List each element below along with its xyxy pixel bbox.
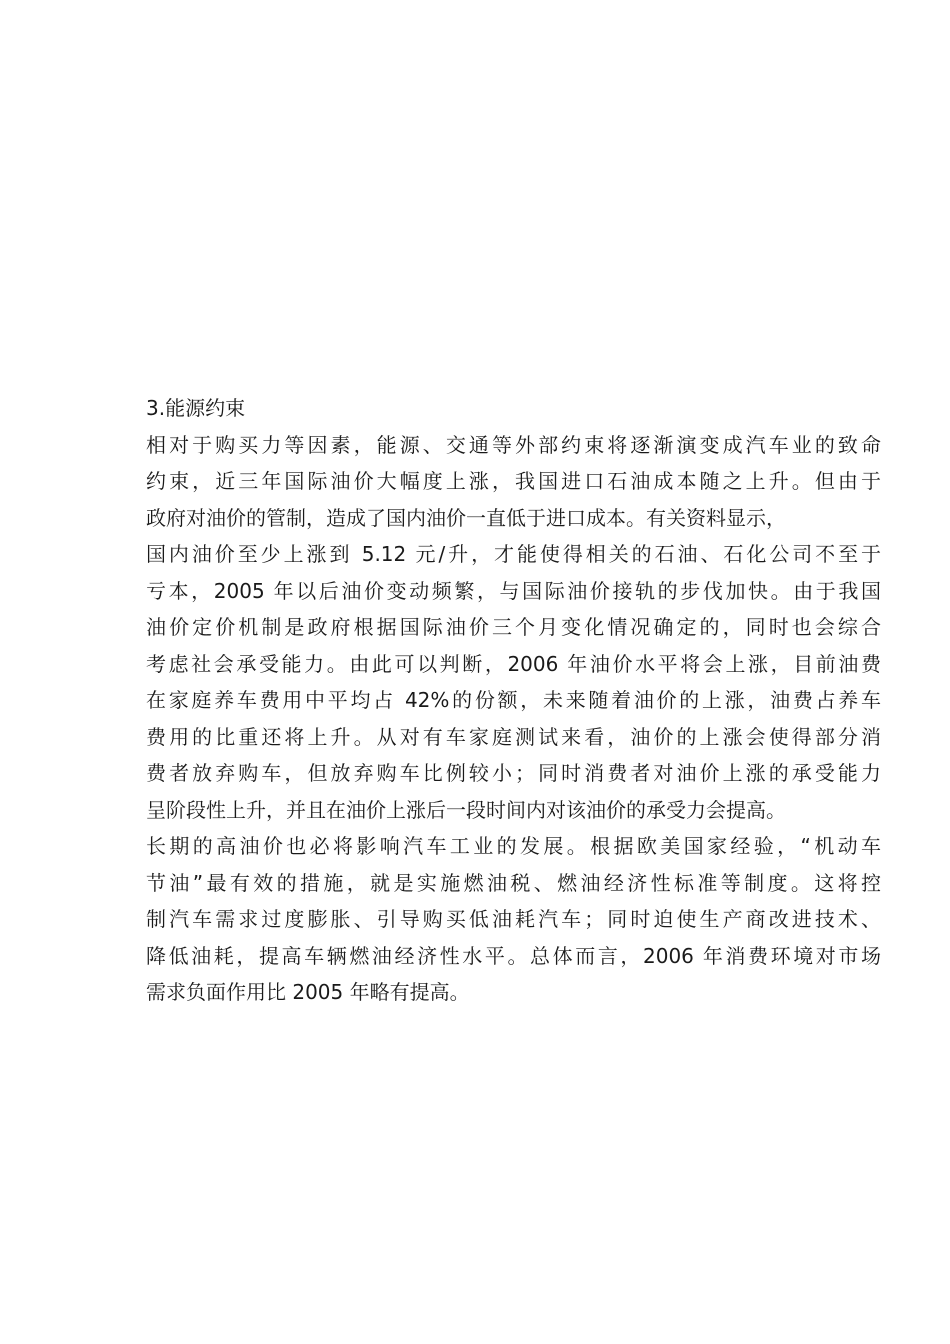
paragraph-line: 约束，近三年国际油价大幅度上涨，我国进口石油成本随之上升。但由于 xyxy=(146,469,881,493)
paragraph-line: 节油”最有效的措施，就是实施燃油税、燃油经济性标准等制度。这将控 xyxy=(146,870,881,895)
paragraph-line: 制汽车需求过度膨胀、引导购买低油耗汽车；同时迫使生产商改进技术、 xyxy=(146,907,881,931)
paragraph-line: 相对于购买力等因素，能源、交通等外部约束将逐渐演变成汽车业的致命 xyxy=(146,432,881,457)
paragraph-line: 亏本，2005 年以后油价变动频繁，与国际油价接轨的步伐加快。由于我国 xyxy=(146,578,881,603)
paragraph-line: 国内油价至少上涨到 5.12 元/升，才能使得相关的石油、石化公司不至于 xyxy=(146,542,881,566)
paragraph-line: 长期的高油价也必将影响汽车工业的发展。根据欧美国家经验，“机动车 xyxy=(146,834,881,858)
paragraph-line: 考虑社会承受能力。由此可以判断，2006 年油价水平将会上涨，目前油费 xyxy=(146,651,881,676)
paragraph-line: 油价定价机制是政府根据国际油价三个月变化情况确定的，同时也会综合 xyxy=(146,615,881,639)
paragraph-line: 呈阶段性上升，并且在油价上涨后一段时间内对该油价的承受力会提高。 xyxy=(146,797,786,822)
paragraph-line: 政府对油价的管制，造成了国内油价一直低于进口成本。有关资料显示， xyxy=(146,505,786,530)
paragraph-line: 在家庭养车费用中平均占 42%的份额，未来随着油价的上涨，油费占养车 xyxy=(146,688,881,712)
paragraph-line: 降低油耗，提高车辆燃油经济性水平。总体而言，2006 年消费环境对市场 xyxy=(146,943,881,968)
document-body xyxy=(146,390,881,1011)
paragraph-line: 需求负面作用比 2005 年略有提高。 xyxy=(146,980,470,1004)
section-heading: 3.能源约束 xyxy=(146,396,246,420)
paragraph-line: 费用的比重还将上升。从对有车家庭测试来看，油价的上涨会使得部分消 xyxy=(146,724,881,749)
paragraph-line: 费者放弃购车，但放弃购车比例较小；同时消费者对油价上涨的承受能力 xyxy=(146,761,881,785)
